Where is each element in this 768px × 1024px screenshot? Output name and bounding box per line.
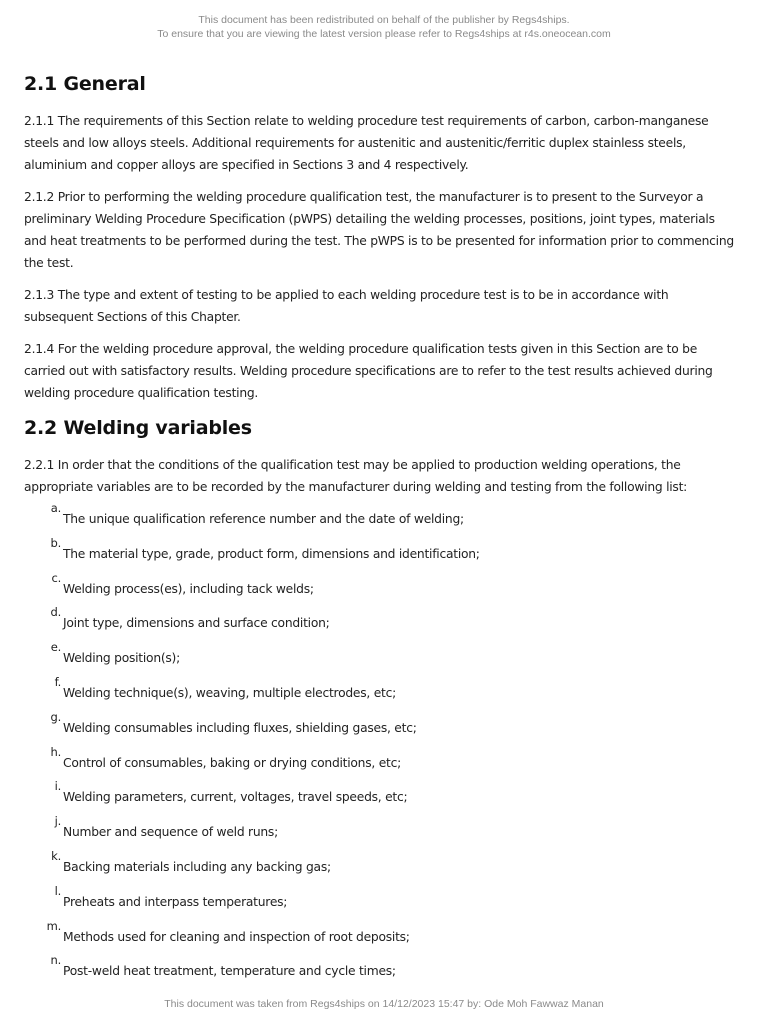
list-item-text: Post-weld heat treatment, temperature and cycle times; <box>63 964 396 979</box>
list-marker: e. <box>50 640 61 655</box>
list-item-text: Welding consumables including fluxes, shielding gases, etc; <box>63 720 417 735</box>
list-item-text: Control of consumables, baking or drying conditions, etc; <box>63 755 401 770</box>
redistribution-notice <box>0 13 768 41</box>
list-item <box>24 953 736 995</box>
list-marker: j. <box>54 814 61 829</box>
download-footer-notice: This document was taken from Regs4ships on 14/12/2023 15:47 by: Ode Moh Fawwaz Manan <box>164 998 604 1010</box>
list-item <box>24 918 736 961</box>
list-item <box>24 674 736 717</box>
list-item-text: Welding technique(s), weaving, multiple electrodes, etc; <box>63 685 397 700</box>
list-item <box>24 640 736 682</box>
list-item-text: Welding position(s); <box>63 651 181 666</box>
list-item <box>24 883 736 926</box>
document-body <box>24 70 736 995</box>
welding-variables-list <box>24 501 736 995</box>
list-item <box>24 814 736 856</box>
section-heading-2-1: 2.1 General <box>24 73 146 95</box>
list-item <box>24 744 736 787</box>
list-marker: a. <box>50 501 61 515</box>
section-heading-2-2: 2.2 Welding variables <box>24 417 252 439</box>
list-marker: k. <box>51 848 61 863</box>
redistribution-notice-line-2: To ensure that you are viewing the latest version please refer to Regs4ships at r4s.oneocean.com <box>157 28 611 40</box>
list-item <box>24 570 736 613</box>
paragraph-2-1-3: 2.1.3 The type and extent of testing to be applied to each welding procedure test is to be in accordance with subsequent Sections of this Chapter. <box>24 288 669 324</box>
list-marker: n. <box>50 953 61 968</box>
list-item-text: Preheats and interpass temperatures; <box>63 894 288 909</box>
list-item-text: The material type, grade, product form, dimensions and identification; <box>63 546 480 561</box>
list-item <box>24 535 736 578</box>
list-item-text: Number and sequence of weld runs; <box>63 825 278 840</box>
paragraph-2-1-1: 2.1.1 The requirements of this Section relate to welding procedure test requirements of carbon, carbon-manganese steels and low alloys steels. Additional requirements for austenitic and austenitic/ferritic duplex stainless steels, aluminium and copper alloys are specified in Sections 3 and 4 respectively. <box>24 114 709 172</box>
list-marker: f. <box>54 674 61 689</box>
list-marker: c. <box>51 570 61 585</box>
list-marker: l. <box>54 883 61 898</box>
list-item-text: Backing materials including any backing gas; <box>63 859 331 874</box>
paragraph-2-1-4: 2.1.4 For the welding procedure approval, the welding procedure qualification tests given in this Section are to be carried out with satisfactory results. Welding procedure specifications are to refer to the test results achieved during welding procedure qualification testing. <box>24 342 713 400</box>
list-marker: m. <box>46 918 61 933</box>
list-marker: i. <box>54 779 61 794</box>
list-item <box>24 605 736 647</box>
list-marker: d. <box>50 605 61 620</box>
redistribution-notice-line-1: This document has been redistributed on behalf of the publisher by Regs4ships. <box>198 14 570 26</box>
list-marker: h. <box>50 744 61 759</box>
list-item <box>24 848 736 891</box>
list-marker: g. <box>50 709 61 724</box>
list-item-text: Welding parameters, current, voltages, travel speeds, etc; <box>63 790 408 805</box>
paragraph-2-1-2: 2.1.2 Prior to performing the welding procedure qualification test, the manufacturer is to present to the Surveyor a preliminary Welding Procedure Specification (pWPS) detailing the welding processes, positions, joint types, materials and heat treatments to be performed during the test. The pWPS is to be presented for information prior to commencing the test. <box>24 190 734 270</box>
list-item-text: The unique qualification reference number and the date of welding; <box>63 512 464 526</box>
list-item-text: Methods used for cleaning and inspection of root deposits; <box>63 929 410 944</box>
list-marker: b. <box>50 535 61 550</box>
list-item <box>24 501 736 543</box>
list-item-text: Joint type, dimensions and surface condition; <box>63 616 330 631</box>
list-item <box>24 779 736 821</box>
list-item <box>24 709 736 752</box>
paragraph-2-2-1: 2.2.1 In order that the conditions of the qualification test may be applied to production welding operations, the appropriate variables are to be recorded by the manufacturer during welding and testing from the following list: <box>24 458 688 494</box>
list-item-text: Welding process(es), including tack welds; <box>63 581 314 596</box>
